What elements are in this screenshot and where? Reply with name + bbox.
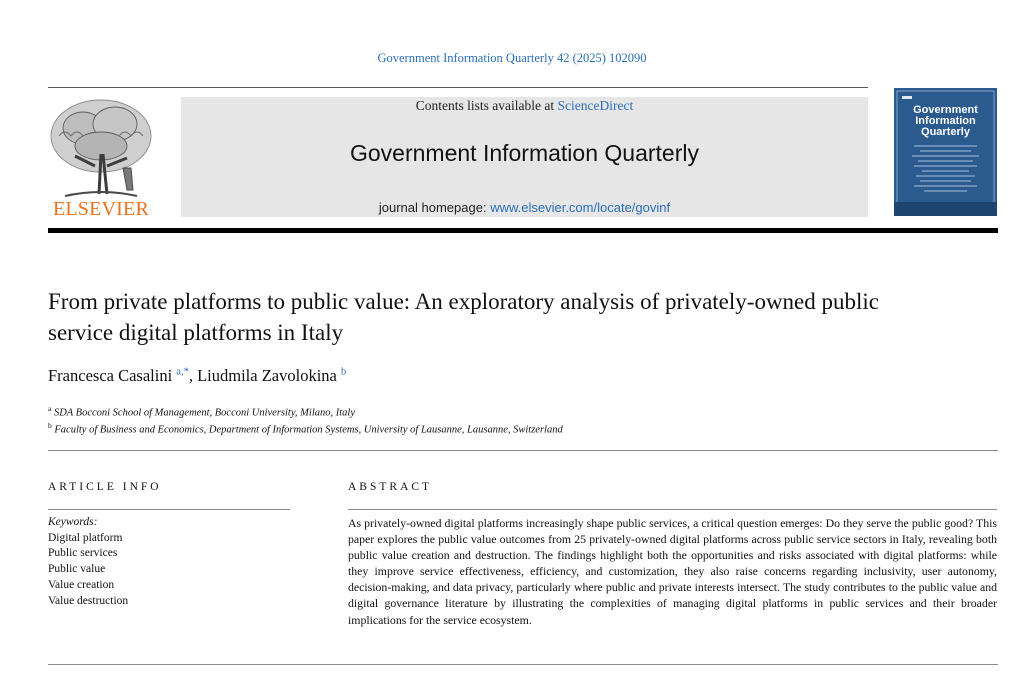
keyword-item: Digital platform [48, 531, 123, 544]
author-name[interactable]: Liudmila Zavolokina [197, 366, 337, 385]
author-list [48, 366, 346, 386]
section-divider [48, 450, 998, 451]
sciencedirect-link[interactable]: ScienceDirect [557, 98, 634, 113]
affiliation-a [48, 404, 355, 419]
cover-title: Government Information Quarterly [913, 104, 978, 138]
journal-cover-thumbnail[interactable] [894, 88, 997, 216]
contents-prefix: Contents lists available at [415, 98, 558, 113]
affiliation-text: Faculty of Business and Economics, Department of Information Systems, University of Lausanne, Lausanne, Switzerland [54, 424, 563, 436]
journal-homepage-line [181, 200, 868, 215]
keyword-item: Public services [48, 547, 118, 560]
author-affiliation-marks[interactable]: b [340, 366, 347, 378]
journal-citation[interactable]: Government Information Quarterly 42 (2025) 102090 [377, 51, 647, 65]
author-name[interactable]: Francesca Casalini [48, 366, 173, 385]
affiliation-mark: a [48, 404, 52, 413]
homepage-prefix: journal homepage: [378, 200, 491, 215]
author-affiliation-marks[interactable]: a,* [176, 366, 189, 378]
author-separator: , [188, 366, 198, 385]
header-divider [48, 87, 868, 88]
affiliation-mark: b [48, 421, 52, 430]
masthead-divider [48, 228, 998, 233]
keyword-list [48, 531, 128, 610]
elsevier-wordmark: ELSEVIER [52, 198, 150, 220]
abstract-heading: ABSTRACT [348, 481, 433, 493]
keyword-item: Public value [48, 563, 106, 576]
journal-homepage-link[interactable]: www.elsevier.com/locate/govinf [490, 200, 671, 215]
article-title: From private platforms to public value: An exploratory analysis of privately-owned public service digital platforms in Italy [48, 289, 879, 345]
abstract-divider [348, 509, 997, 510]
keywords-label: Keywords: [48, 516, 98, 528]
keyword-item: Value destruction [48, 594, 129, 607]
affiliation-text: SDA Bocconi School of Management, Bocconi University, Milano, Italy [53, 407, 355, 419]
journal-name: Government Information Quarterly [350, 140, 699, 166]
keywords-block [48, 515, 128, 609]
keyword-item: Value creation [48, 578, 115, 591]
bottom-divider [48, 664, 998, 665]
affiliation-b [48, 421, 563, 436]
article-info-divider [48, 509, 290, 510]
contents-availability-line [181, 98, 868, 114]
article-info-heading: ARTICLE INFO [48, 481, 162, 493]
abstract-text: As privately-owned digital platforms increasingly shape public services, a critical question emerges: Do they serve the public good? This paper explores the public value outcomes from 25 privately-owned digital platforms across public service sectors in Italy, revealing both public value creation and destruction. The findings highlight both the opportunities and risks associated with digital platforms: while they improve service effectiveness, efficiency, and customization, they also raise concerns regarding inclusivity, user autonomy, decision-making, and data privacy, particularly where public and private interests intersect. The study contributes to the public value and digital governance literature by illustrating the complexities of managing digital platforms in public services and their broader implications for the service ecosystem. [348, 516, 997, 627]
